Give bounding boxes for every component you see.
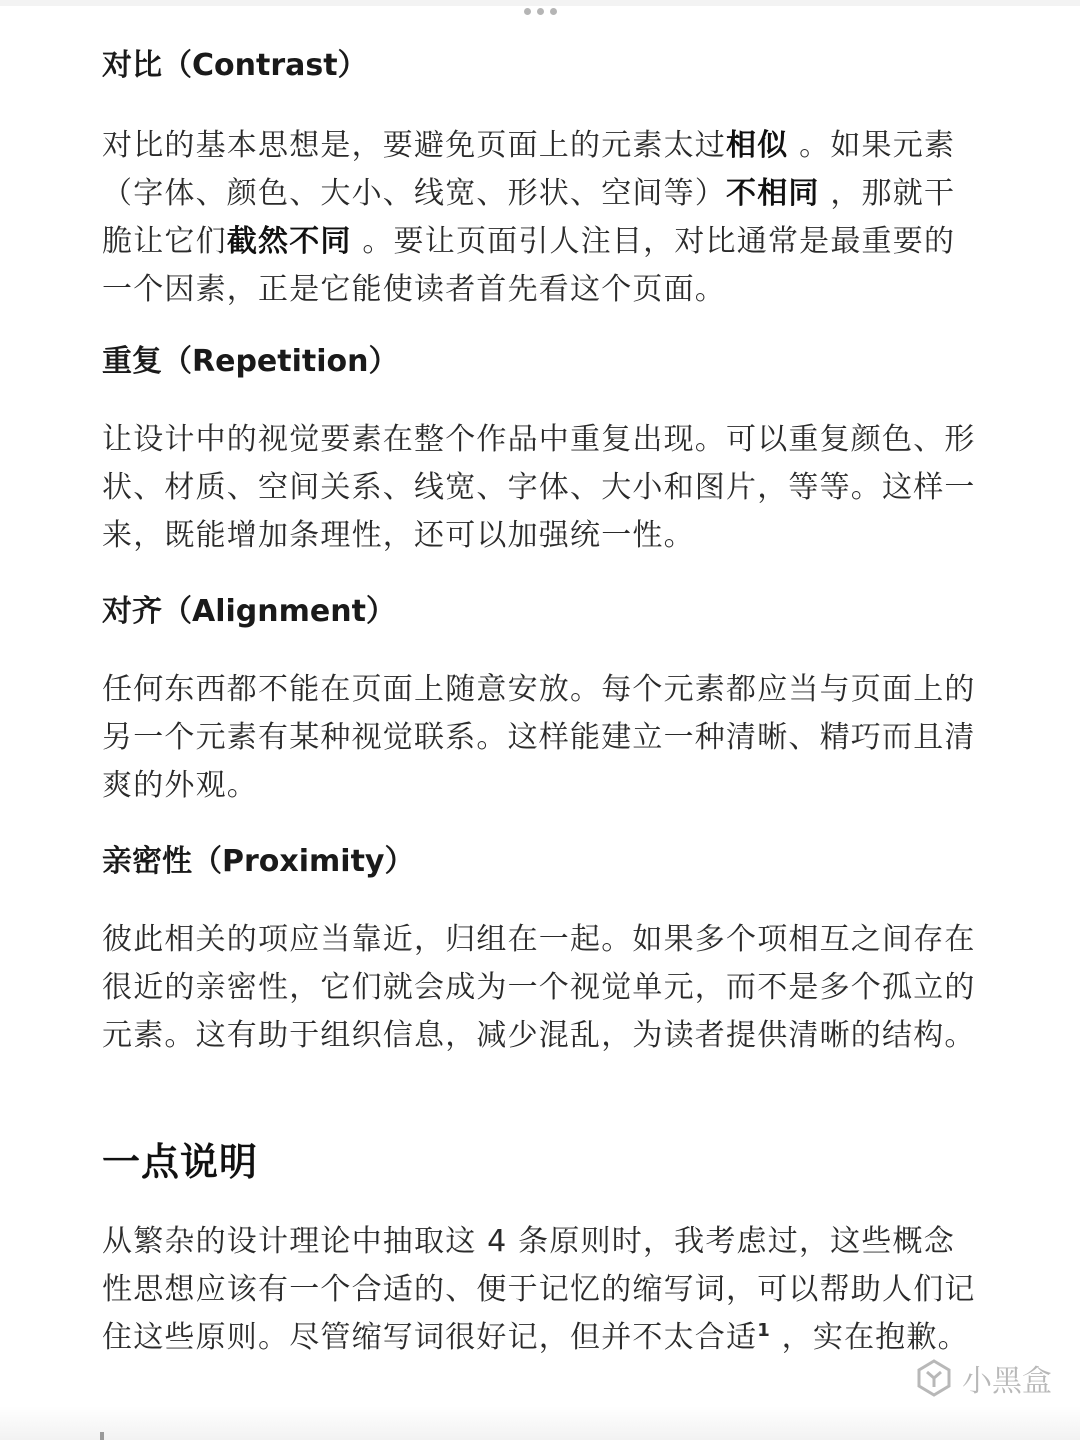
paragraph-repetition: 让设计中的视觉要素在整个作品中重复出现。可以重复颜色、形状、材质、空间关系、线宽、字体、大小和图片，等等。这样一来，既能增加条理性，还可以加强统一性。 [102,422,976,553]
bottom-fade [0,1406,1080,1440]
watermark-text: 小黑盒 [962,1364,1052,1399]
footnote-marker[interactable]: 1 [757,1320,771,1341]
paragraph-alignment: 任何东西都不能在页面上随意安放。每个元素都应当与页面上的另一个元素有某种视觉联系。这样能建立一种清晰、精巧而且清爽的外观。 [102,672,976,803]
watermark [914,1356,1052,1400]
bottom-tick [100,1432,104,1440]
heading-repetition: 重复（Repetition） [102,344,399,379]
heading-contrast: 对比（Contrast） [102,48,368,83]
heading-proximity: 亲密性（Proximity） [102,844,415,879]
paragraph-proximity: 彼此相关的项应当靠近，归组在一起。如果多个项相互之间存在很近的亲密性，它们就会成为一个视觉单元，而不是多个孤立的元素。这有助于组织信息，减少混乱，为读者提供清晰的结构。 [102,922,976,1053]
more-handle-icon[interactable] [524,8,557,15]
paragraph-note: 从繁杂的设计理论中抽取这 4 条原则时，我考虑过，这些概念性思想应该有一个合适的、便于记忆的缩写词，可以帮助人们记住这些原则。尽管缩写词很好记，但并不太合适$^1$ ，实在抱歉。 [102,1224,976,1355]
paragraph-contrast: 对比的基本思想是，要避免页面上的元素太过相似 。如果元素（字体、颜色、大小、线宽、形状、空间等）不相同 ，那就干脆让它们截然不同 。要让页面引人注目，对比通常是最重要的一个因素，正是它能使读者首先看这个页面。 [102,128,956,307]
top-edge [0,0,1080,6]
xiaoheihe-logo-icon [914,1358,954,1398]
heading-note: 一点说明 [102,1140,259,1184]
heading-alignment: 对齐（Alignment） [102,594,396,629]
